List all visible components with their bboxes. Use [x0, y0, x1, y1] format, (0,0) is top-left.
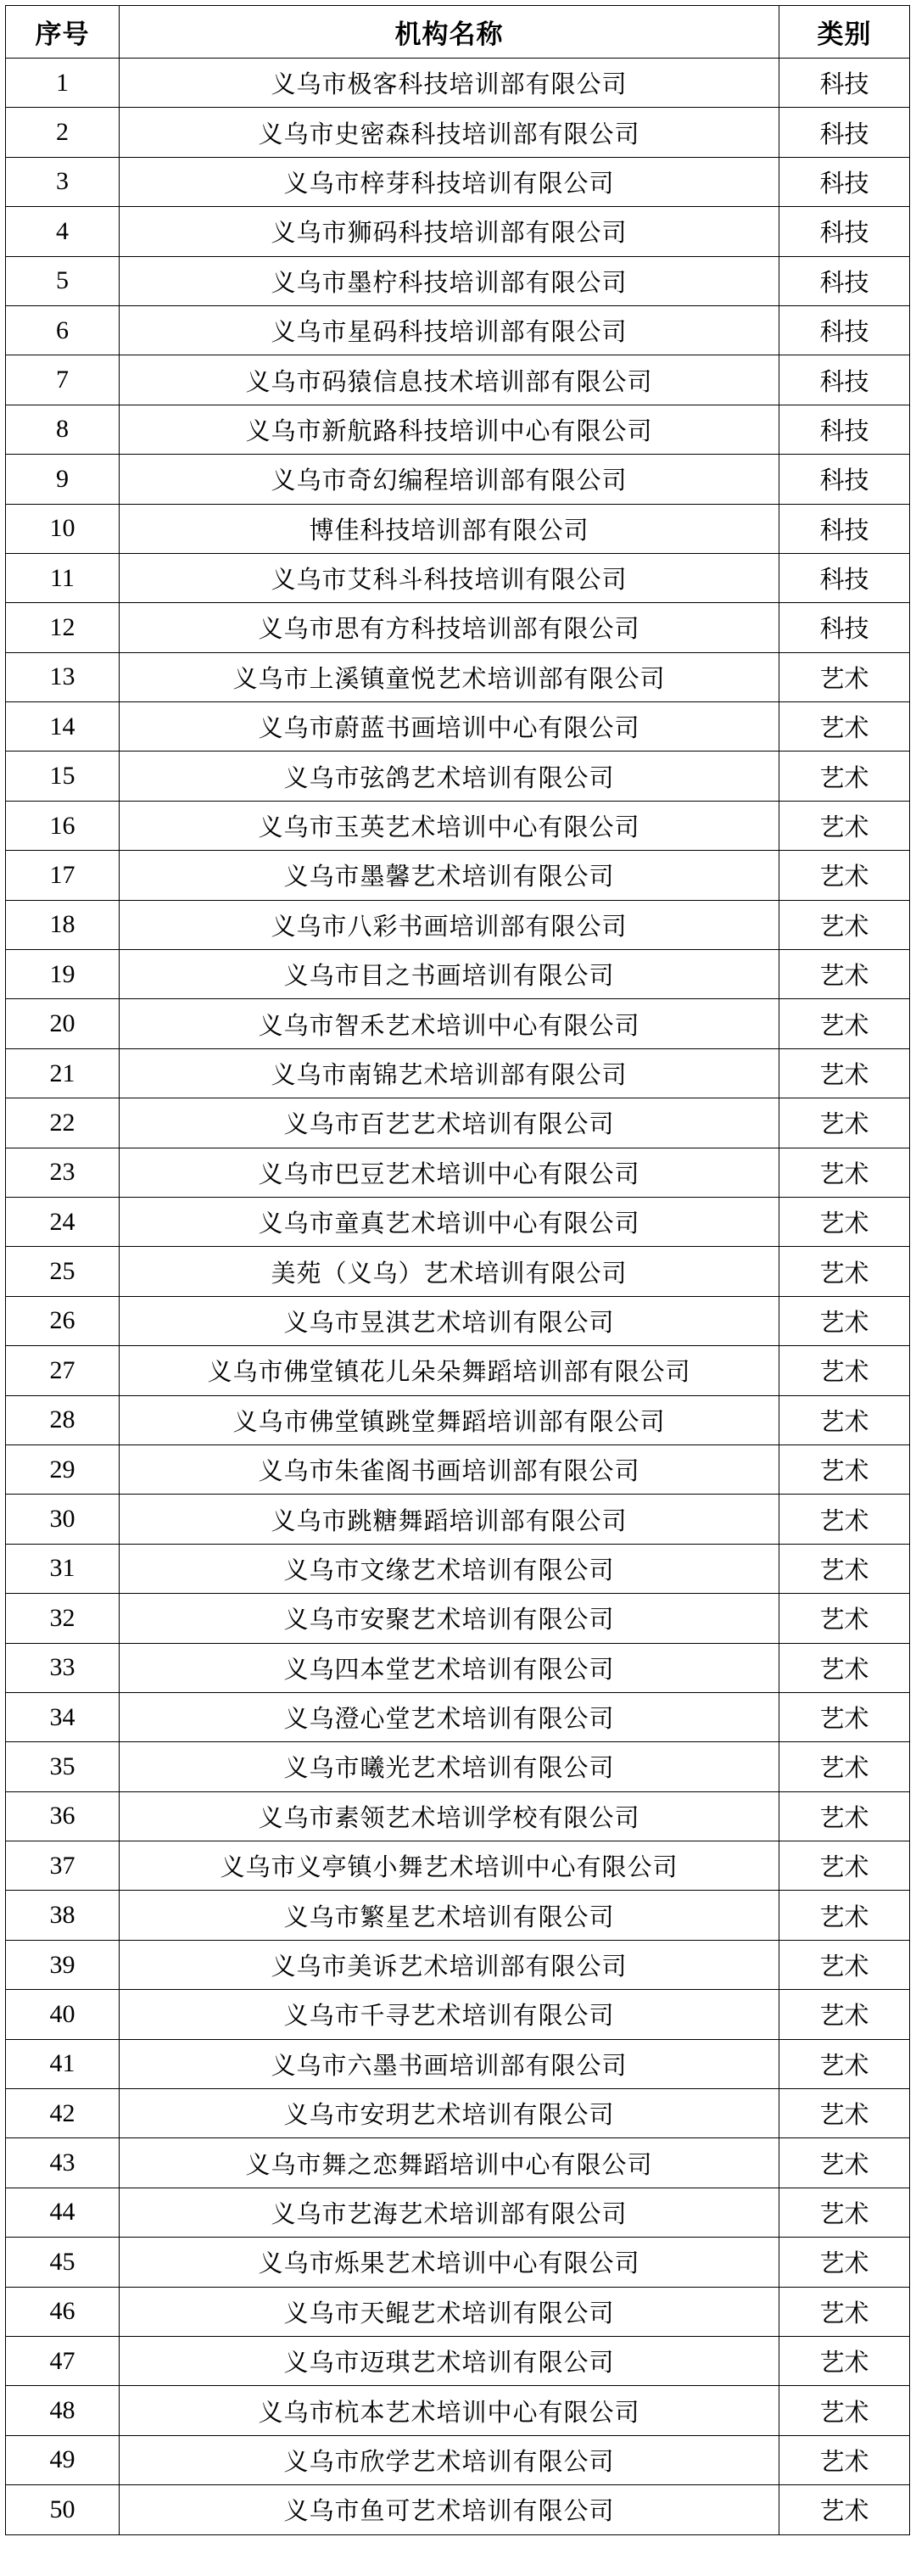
table-row: [6, 256, 910, 305]
table-row: [6, 455, 910, 504]
row-category: 科技: [779, 355, 910, 405]
row-institution-name: 博佳科技培训部有限公司: [120, 504, 779, 553]
row-serial-number: 26: [6, 1296, 120, 1345]
row-serial-number: 18: [6, 900, 120, 949]
table-row: [6, 157, 910, 206]
table-row: [6, 1940, 910, 1989]
row-institution-name: 义乌市目之书画培训有限公司: [120, 950, 779, 999]
table-row: [6, 1346, 910, 1395]
row-institution-name: 义乌市玉英艺术培训中心有限公司: [120, 801, 779, 850]
row-institution-name: 义乌四本堂艺术培训有限公司: [120, 1643, 779, 1692]
table-row: [6, 553, 910, 602]
row-institution-name: 义乌市南锦艺术培训部有限公司: [120, 1048, 779, 1098]
row-category: 科技: [779, 157, 910, 206]
table-row: [6, 851, 910, 900]
table-row: [6, 1643, 910, 1692]
row-category: 艺术: [779, 2039, 910, 2088]
row-institution-name: 义乌市蔚蓝书画培训中心有限公司: [120, 702, 779, 752]
row-institution-name: 义乌市繁星艺术培训有限公司: [120, 1891, 779, 1940]
row-category: 艺术: [779, 999, 910, 1048]
table-row: [6, 1395, 910, 1444]
row-institution-name: 义乌市码猿信息技术培训部有限公司: [120, 355, 779, 405]
table-row: [6, 1841, 910, 1891]
row-category: 艺术: [779, 1940, 910, 1989]
row-institution-name: 义乌市狮码科技培训部有限公司: [120, 207, 779, 256]
row-category: 艺术: [779, 2138, 910, 2188]
row-serial-number: 50: [6, 2485, 120, 2534]
row-category: 艺术: [779, 1296, 910, 1345]
row-institution-name: 义乌市欣学艺术培训有限公司: [120, 2435, 779, 2484]
row-serial-number: 31: [6, 1544, 120, 1593]
row-category: 艺术: [779, 1841, 910, 1891]
row-serial-number: 29: [6, 1444, 120, 1494]
table-row: [6, 2287, 910, 2336]
row-category: 艺术: [779, 1098, 910, 1148]
table-row: [6, 1742, 910, 1791]
row-serial-number: 48: [6, 2386, 120, 2435]
row-serial-number: 21: [6, 1048, 120, 1098]
row-institution-name: 义乌市极客科技培训部有限公司: [120, 59, 779, 108]
row-category: 艺术: [779, 1742, 910, 1791]
row-category: 艺术: [779, 1148, 910, 1197]
table-row: [6, 2386, 910, 2435]
row-category: 艺术: [779, 1594, 910, 1643]
table-row: [6, 2138, 910, 2188]
row-serial-number: 6: [6, 305, 120, 355]
table-row: [6, 305, 910, 355]
row-institution-name: 义乌市上溪镇童悦艺术培训部有限公司: [120, 652, 779, 701]
row-institution-name: 义乌市六墨书画培训部有限公司: [120, 2039, 779, 2088]
table-row: [6, 2435, 910, 2484]
row-serial-number: 28: [6, 1395, 120, 1444]
row-institution-name: 义乌市奇幻编程培训部有限公司: [120, 455, 779, 504]
row-serial-number: 8: [6, 405, 120, 454]
row-serial-number: 13: [6, 652, 120, 701]
row-institution-name: 义乌市新航路科技培训中心有限公司: [120, 405, 779, 454]
table-row: [6, 2485, 910, 2534]
row-category: 艺术: [779, 1395, 910, 1444]
row-category: 艺术: [779, 950, 910, 999]
row-serial-number: 37: [6, 1841, 120, 1891]
row-serial-number: 14: [6, 702, 120, 752]
row-serial-number: 5: [6, 256, 120, 305]
row-serial-number: 22: [6, 1098, 120, 1148]
table-row: [6, 1296, 910, 1345]
table-row: [6, 1444, 910, 1494]
row-serial-number: 16: [6, 801, 120, 850]
table-row: [6, 1891, 910, 1940]
row-category: 艺术: [779, 2287, 910, 2336]
table-row: [6, 2238, 910, 2287]
table-row: [6, 752, 910, 801]
row-institution-name: 义乌市八彩书画培训部有限公司: [120, 900, 779, 949]
row-institution-name: 义乌市烁果艺术培训中心有限公司: [120, 2238, 779, 2287]
row-serial-number: 12: [6, 603, 120, 652]
row-category: 艺术: [779, 1495, 910, 1544]
table-row: [6, 603, 910, 652]
row-category: 科技: [779, 504, 910, 553]
row-category: 艺术: [779, 1444, 910, 1494]
row-category: 艺术: [779, 1346, 910, 1395]
row-category: 艺术: [779, 1692, 910, 1741]
table-row: [6, 59, 910, 108]
row-serial-number: 25: [6, 1247, 120, 1296]
table-row: [6, 108, 910, 157]
row-serial-number: 11: [6, 553, 120, 602]
row-institution-name: 义乌市安玥艺术培训有限公司: [120, 2089, 779, 2138]
table-row: [6, 1197, 910, 1246]
table-row: [6, 702, 910, 752]
table-row: [6, 999, 910, 1048]
table-row: [6, 1594, 910, 1643]
row-institution-name: 义乌市思有方科技培训部有限公司: [120, 603, 779, 652]
table-row: [6, 1990, 910, 2039]
row-institution-name: 义乌市智禾艺术培训中心有限公司: [120, 999, 779, 1048]
row-institution-name: 义乌市童真艺术培训中心有限公司: [120, 1197, 779, 1246]
table-row: [6, 1048, 910, 1098]
row-category: 艺术: [779, 851, 910, 900]
table-row: [6, 504, 910, 553]
row-category: 艺术: [779, 2485, 910, 2534]
row-institution-name: 义乌市跳糖舞蹈培训部有限公司: [120, 1495, 779, 1544]
table-header-row: [6, 6, 910, 59]
row-serial-number: 49: [6, 2435, 120, 2484]
row-institution-name: 义乌市弦鸽艺术培训有限公司: [120, 752, 779, 801]
row-serial-number: 35: [6, 1742, 120, 1791]
row-serial-number: 34: [6, 1692, 120, 1741]
row-serial-number: 39: [6, 1940, 120, 1989]
row-serial-number: 30: [6, 1495, 120, 1544]
row-category: 艺术: [779, 1643, 910, 1692]
row-category: 艺术: [779, 2089, 910, 2138]
row-category: 艺术: [779, 801, 910, 850]
row-category: 艺术: [779, 1048, 910, 1098]
row-institution-name: 义乌市百艺艺术培训有限公司: [120, 1098, 779, 1148]
table-row: [6, 2188, 910, 2237]
row-institution-name: 义乌市义亭镇小舞艺术培训中心有限公司: [120, 1841, 779, 1891]
row-serial-number: 38: [6, 1891, 120, 1940]
table-body: [6, 59, 910, 2535]
row-institution-name: 义乌澄心堂艺术培训有限公司: [120, 1692, 779, 1741]
row-institution-name: 义乌市墨柠科技培训部有限公司: [120, 256, 779, 305]
row-institution-name: 义乌市佛堂镇跳堂舞蹈培训部有限公司: [120, 1395, 779, 1444]
table-row: [6, 950, 910, 999]
row-serial-number: 1: [6, 59, 120, 108]
row-institution-name: 义乌市昱淇艺术培训有限公司: [120, 1296, 779, 1345]
row-serial-number: 40: [6, 1990, 120, 2039]
row-institution-name: 义乌市艺海艺术培训部有限公司: [120, 2188, 779, 2237]
row-category: 科技: [779, 305, 910, 355]
table-row: [6, 207, 910, 256]
row-institution-name: 义乌市千寻艺术培训有限公司: [120, 1990, 779, 2039]
row-category: 艺术: [779, 2336, 910, 2385]
row-serial-number: 45: [6, 2238, 120, 2287]
row-category: 科技: [779, 603, 910, 652]
row-serial-number: 15: [6, 752, 120, 801]
row-serial-number: 17: [6, 851, 120, 900]
row-category: 艺术: [779, 1891, 910, 1940]
table-row: [6, 652, 910, 701]
table-row: [6, 1791, 910, 1841]
table-row: [6, 405, 910, 454]
row-institution-name: 义乌市素领艺术培训学校有限公司: [120, 1791, 779, 1841]
row-serial-number: 3: [6, 157, 120, 206]
row-institution-name: 义乌市史密森科技培训部有限公司: [120, 108, 779, 157]
row-category: 艺术: [779, 2238, 910, 2287]
header-category: 类别: [779, 6, 910, 59]
table-row: [6, 1098, 910, 1148]
table-row: [6, 2336, 910, 2385]
table-row: [6, 2039, 910, 2088]
row-institution-name: 义乌市星码科技培训部有限公司: [120, 305, 779, 355]
row-institution-name: 义乌市佛堂镇花儿朵朵舞蹈培训部有限公司: [120, 1346, 779, 1395]
header-institution-name: 机构名称: [120, 6, 779, 59]
table-row: [6, 1544, 910, 1593]
row-category: 艺术: [779, 1990, 910, 2039]
row-serial-number: 9: [6, 455, 120, 504]
row-category: 艺术: [779, 652, 910, 701]
table-row: [6, 900, 910, 949]
row-category: 艺术: [779, 1247, 910, 1296]
table-row: [6, 801, 910, 850]
row-category: 艺术: [779, 1544, 910, 1593]
row-serial-number: 27: [6, 1346, 120, 1395]
row-serial-number: 33: [6, 1643, 120, 1692]
row-category: 科技: [779, 207, 910, 256]
row-serial-number: 32: [6, 1594, 120, 1643]
row-institution-name: 义乌市鱼可艺术培训有限公司: [120, 2485, 779, 2534]
row-category: 艺术: [779, 752, 910, 801]
table-row: [6, 2089, 910, 2138]
row-category: 艺术: [779, 2386, 910, 2435]
row-institution-name: 义乌市梓芽科技培训有限公司: [120, 157, 779, 206]
row-serial-number: 7: [6, 355, 120, 405]
row-category: 科技: [779, 108, 910, 157]
row-serial-number: 2: [6, 108, 120, 157]
header-serial-number: 序号: [6, 6, 120, 59]
row-serial-number: 24: [6, 1197, 120, 1246]
row-serial-number: 23: [6, 1148, 120, 1197]
row-institution-name: 美苑（义乌）艺术培训有限公司: [120, 1247, 779, 1296]
row-category: 科技: [779, 553, 910, 602]
row-category: 科技: [779, 455, 910, 504]
row-serial-number: 10: [6, 504, 120, 553]
row-institution-name: 义乌市杭本艺术培训中心有限公司: [120, 2386, 779, 2435]
row-serial-number: 42: [6, 2089, 120, 2138]
row-serial-number: 41: [6, 2039, 120, 2088]
row-category: 艺术: [779, 1197, 910, 1246]
row-serial-number: 47: [6, 2336, 120, 2385]
row-institution-name: 义乌市文缘艺术培训有限公司: [120, 1544, 779, 1593]
row-category: 科技: [779, 405, 910, 454]
row-institution-name: 义乌市天鲲艺术培训有限公司: [120, 2287, 779, 2336]
row-category: 艺术: [779, 2188, 910, 2237]
row-serial-number: 46: [6, 2287, 120, 2336]
table-row: [6, 1148, 910, 1197]
row-serial-number: 4: [6, 207, 120, 256]
row-institution-name: 义乌市艾科斗科技培训有限公司: [120, 553, 779, 602]
row-category: 艺术: [779, 702, 910, 752]
row-category: 科技: [779, 59, 910, 108]
row-institution-name: 义乌市曦光艺术培训有限公司: [120, 1742, 779, 1791]
row-institution-name: 义乌市安聚艺术培训有限公司: [120, 1594, 779, 1643]
row-institution-name: 义乌市朱雀阁书画培训部有限公司: [120, 1444, 779, 1494]
row-institution-name: 义乌市巴豆艺术培训中心有限公司: [120, 1148, 779, 1197]
row-serial-number: 44: [6, 2188, 120, 2237]
table-row: [6, 355, 910, 405]
table-row: [6, 1247, 910, 1296]
row-serial-number: 19: [6, 950, 120, 999]
row-category: 艺术: [779, 900, 910, 949]
row-institution-name: 义乌市迈琪艺术培训有限公司: [120, 2336, 779, 2385]
table-row: [6, 1692, 910, 1741]
row-institution-name: 义乌市美诉艺术培训部有限公司: [120, 1940, 779, 1989]
row-serial-number: 43: [6, 2138, 120, 2188]
institution-table: [5, 5, 910, 2535]
row-serial-number: 36: [6, 1791, 120, 1841]
table-row: [6, 1495, 910, 1544]
row-category: 艺术: [779, 1791, 910, 1841]
row-serial-number: 20: [6, 999, 120, 1048]
row-institution-name: 义乌市墨馨艺术培训有限公司: [120, 851, 779, 900]
row-category: 艺术: [779, 2435, 910, 2484]
row-institution-name: 义乌市舞之恋舞蹈培训中心有限公司: [120, 2138, 779, 2188]
row-category: 科技: [779, 256, 910, 305]
